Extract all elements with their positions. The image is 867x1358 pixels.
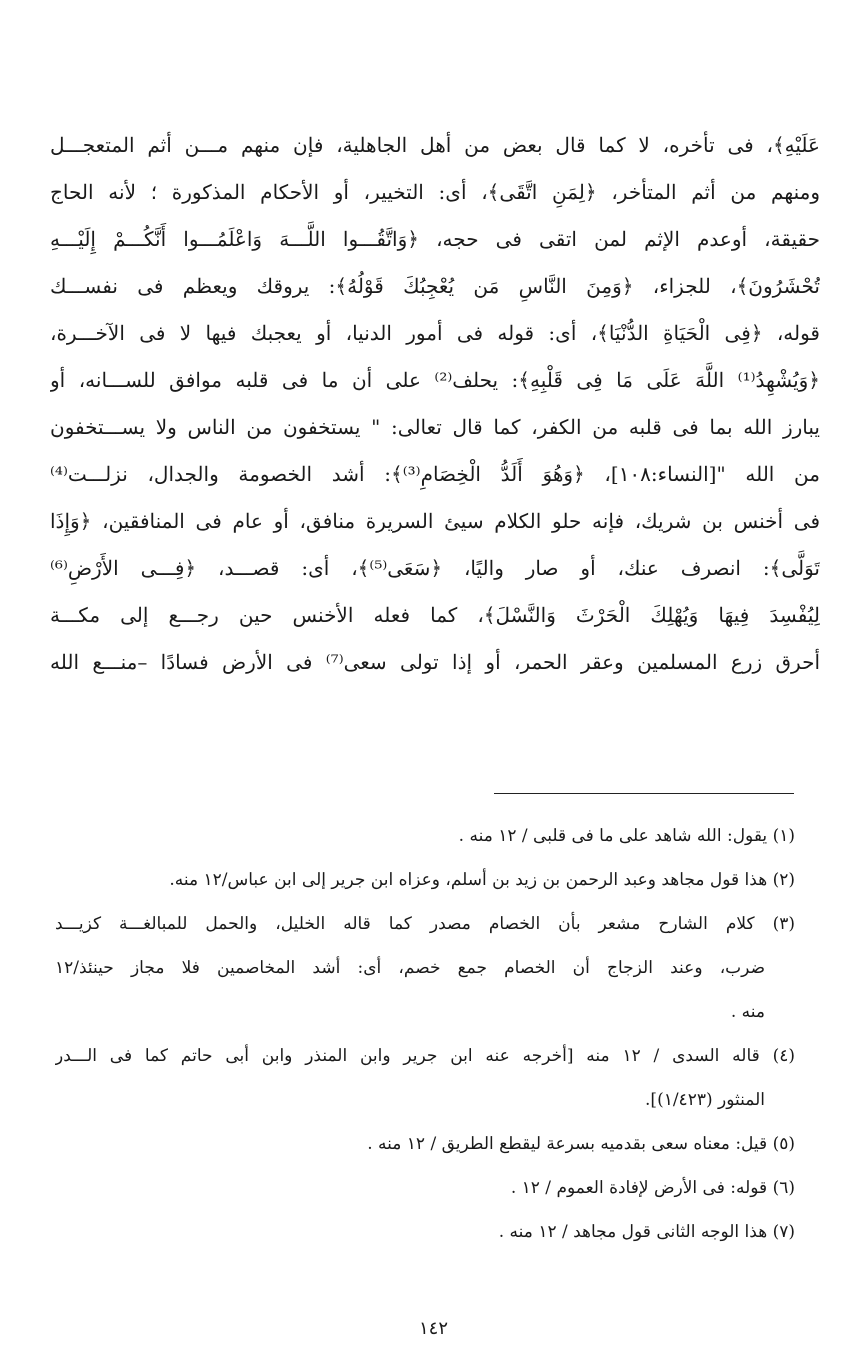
text-line: لِيُفْسِدَ فِيهَا وَيُهْلِكَ الْحَرْثَ وَالنَّسْلَ﴾، كما فعله الأخنس حين رجـــع إلى مكـــة [50, 603, 820, 627]
main-text-body [50, 122, 820, 686]
text-line: قوله، ﴿فِى الْحَيَاةِ الدُّنْيَا﴾، أى: قوله فى أمور الدنيا، أو يعجبك فيها لا فى الآخـــرة، [50, 321, 820, 345]
footnote-line: ضرب، وعند الزجاج أن الخصام جمع خصم، أى: أشد المخاصمين فلا مجاز حينئذ/١٢ [55, 958, 765, 978]
text-line: تَوَلَّى﴾: انصرف عنك، أو صار واليًا، ﴿سَعَى⁽⁵⁾﴾، أى: قصـــد، ﴿فِـــى الأَرْضِ⁽⁶⁾ [50, 556, 820, 580]
text-line: حقيقة، أوعدم الإثم لمن اتقى فى حجه، ﴿وَاتَّقُـــوا اللَّـــهَ وَاعْلَمُـــوا أَنَّكُـــمْ إِلَيْـــهِ [50, 227, 820, 251]
text-line: عَلَيْهِ﴾، فى تأخره، لا كما قال بعض من أهل الجاهلية، فإن منهم مـــن أثم المتعجـــل [50, 133, 820, 157]
footnote-line: (٥) قيل: معناه سعى بقدميه بسرعة ليقطع الطريق / ١٢ منه . [367, 1134, 795, 1154]
footnote-line: (٣) كلام الشارح مشعر بأن الخصام مصدر كما قاله الخليل، والحمل للمبالغـــة كزيـــد [55, 914, 795, 934]
text-line: أحرق زرع المسلمين وعقر الحمر، أو إذا تولى سعى⁽⁷⁾ فى الأرض فسادًا –منـــع الله [50, 650, 820, 674]
text-line: من الله "[النساء:١٠٨]، ﴿وَهُوَ أَلَدُّ الْخِصَامِ⁽³⁾﴾: أشد الخصومة والجدال، نزلـــت⁽⁴⁾ [50, 462, 820, 486]
footnote-line: (٧) هذا الوجه الثانى قول مجاهد / ١٢ منه . [498, 1222, 795, 1242]
footnote-line: (٦) قوله: فى الأرض لإفادة العموم / ١٢ . [510, 1178, 795, 1198]
footnote-separator [494, 793, 794, 794]
text-line: فى أخنس بن شريك، فإنه حلو الكلام سيئ السريرة منافق، أو عام فى المنافقين، ﴿وَإِذَا [50, 509, 820, 533]
text-line: ومنهم من أثم المتأخر، ﴿لِمَنِ اتَّقَى﴾، أى: التخيير، أو الأحكام المذكورة ؛ لأنه الحاج [50, 180, 820, 204]
footnote-line: (١) يقول: الله شاهد على ما فى قلبى / ١٢ منه . [458, 826, 795, 846]
footnote-line: (٤) قاله السدى / ١٢ منه [أخرجه عنه ابن جرير وابن المنذر وابن أبى حاتم كما فى الـــدر [55, 1046, 795, 1066]
text-line: ﴿وَيُشْهِدُ⁽¹⁾ اللَّهَ عَلَى مَا فِى قَلْبِهِ﴾: يحلف⁽²⁾ على أن ما فى قلبه موافق للســـانه، أو [50, 368, 820, 392]
text-line: تُحْشَرُونَ﴾، للجزاء، ﴿وَمِنَ النَّاسِ مَن يُعْجِبُكَ قَوْلُهُ﴾: يروقك ويعظم فى نفســـك [50, 274, 820, 298]
page-number: ١٤٢ [418, 1318, 448, 1339]
text-line: يبارز الله بما فى قلبه من الكفر، كما قال تعالى: " يستخفون من الناس ولا يســـتخفون [50, 415, 820, 439]
footnotes [55, 814, 795, 1254]
footnote-line: منه . [730, 1002, 765, 1022]
footnote-line: المنثور (١/٤٢٣)]. [645, 1090, 765, 1110]
footnote-line: (٢) هذا قول مجاهد وعبد الرحمن بن زيد بن أسلم، وعزاه ابن جرير إلى ابن عباس/١٢ منه. [169, 870, 795, 890]
